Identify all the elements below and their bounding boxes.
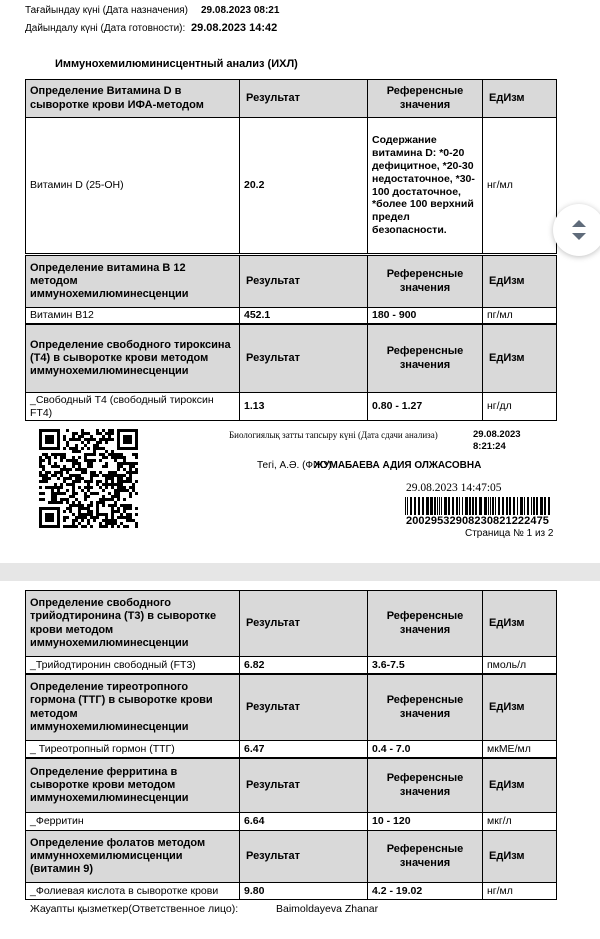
sample-time: 8:21:24 [473,441,506,452]
test-name: Витамин D (25-OH) [26,118,240,254]
result-column-header: Результат [240,759,368,813]
sample-date: 29.08.2023 [473,429,521,440]
responsible-label: Жауапты қызметкер(Ответственное лицо): [30,903,239,915]
section-title: Иммунохемилюминисцентный анализ (ИХЛ) [55,58,298,70]
responsible-name: Baimoldayeva Zhanar [276,903,379,915]
reference-column-header: Референсные значения [368,675,483,741]
scroll-up-down-icon [553,204,600,256]
unit-column-header: ЕдИзм [483,675,557,741]
test-name: _ Тиреотропный гормон (ТТГ) [26,741,240,758]
test-result: 6.47 [240,741,368,758]
test-result: 6.64 [240,813,368,831]
result-column-header: Результат [240,675,368,741]
result-column-header: Результат [240,256,368,308]
reference-column-header: Референсные значения [368,256,483,308]
result-column-header: Результат [240,591,368,657]
unit-column-header: ЕдИзм [483,831,557,883]
t4-table [25,324,557,421]
table-row [26,657,557,674]
test-result: 9.80 [240,883,368,900]
reference-column-header: Референсные значения [368,759,483,813]
table-row [26,393,557,421]
assigned-date-value: 29.08.2023 08:21 [201,5,280,16]
table-heading: Определение свободного трийодтиронина (Т3) в сыворотке крови методом иммунохемилюминесценции [26,591,240,657]
print-datetime: 29.08.2023 14:47:05 [406,482,502,494]
ferritin-table [25,758,557,831]
tsh-table [25,674,557,758]
folate-table [25,830,557,900]
test-result: 1.13 [240,393,368,421]
test-reference: 4.2 - 19.02 [368,883,483,900]
ready-date-row [25,22,278,34]
test-unit: нг/мл [483,118,557,254]
test-name: _Свободный Т4 (свободный тироксин FT4) [26,393,240,421]
test-reference: 0.80 - 1.27 [368,393,483,421]
table-heading: Определение тиреотропного гормона (ТТГ) в сыворотке крови методом иммунохемилюминесценции [26,675,240,741]
test-unit: мкМЕ/мл [483,741,557,758]
assigned-date-label: Тағайындау күні (Дата назначения) [25,5,188,16]
page-separator [0,563,600,581]
unit-column-header: ЕдИзм [483,325,557,393]
test-unit: нг/дл [483,393,557,421]
result-column-header: Результат [240,831,368,883]
test-reference: 180 - 900 [368,308,483,324]
table-heading: Определение ферритина в сыворотке крови методом иммунохемилюминесценции [26,759,240,813]
unit-column-header: ЕдИзм [483,80,557,118]
test-unit: нг/мл [483,883,557,900]
vitamin-d-table [25,79,557,254]
table-row [26,883,557,900]
test-reference: 3.6-7.5 [368,657,483,674]
unit-column-header: ЕдИзм [483,256,557,308]
vitamin-b12-table [25,255,557,324]
table-heading: Определение фолатов методом иммуннохемилюмисценции (витамин 9) [26,831,240,883]
result-column-header: Результат [240,325,368,393]
table-row [26,118,557,254]
test-unit: пг/мл [483,308,557,324]
qr-code [39,429,138,528]
test-name: _Фолиевая кислота в сыворотке крови [26,883,240,900]
scroll-button[interactable] [553,204,600,256]
reference-column-header: Референсные значения [368,831,483,883]
test-name: _Трийодтиронин свободный (FT3) [26,657,240,674]
reference-column-header: Референсные значения [368,591,483,657]
test-name: Витамин В12 [26,308,240,324]
test-name: _Ферритин [26,813,240,831]
barcode-number: 20029532908230821222475 [406,515,550,527]
page-number: Страница № 1 из 2 [465,528,554,539]
test-result: 20.2 [240,118,368,254]
test-unit: пмоль/л [483,657,557,674]
reference-column-header: Референсные значения [368,80,483,118]
test-unit: мкг/л [483,813,557,831]
table-heading: Определение свободного тироксина (Т4) в сыворотке крови методом иммунохемилюминесценции [26,325,240,393]
t3-table [25,590,557,674]
unit-column-header: ЕдИзм [483,591,557,657]
test-reference: 10 - 120 [368,813,483,831]
sample-date-label: Биологиялық затты тапсыру күні (Дата сдачи анализа) [229,430,438,440]
table-heading: Определение Витамина D в сыворотке крови ИФА-методом [26,80,240,118]
test-result: 6.82 [240,657,368,674]
table-row [26,813,557,831]
assigned-date-row [25,5,280,16]
unit-column-header: ЕдИзм [483,759,557,813]
ready-date-value: 29.08.2023 14:42 [191,22,278,34]
ready-date-label: Дайындалу күні (Дата готовности): [25,23,186,34]
result-column-header: Результат [240,80,368,118]
barcode [405,497,553,515]
table-row [26,308,557,324]
table-heading: Определение витамина В 12 методом иммунохемилюминесценции [26,256,240,308]
test-reference: 0.4 - 7.0 [368,741,483,758]
reference-column-header: Референсные значения [368,325,483,393]
table-row [26,741,557,758]
patient-label: Тегі, А.Ә. (ФИО) [257,460,332,471]
patient-name: ЖУМАБАЕВА АДИЯ ОЛЖАСОВНА [314,460,482,471]
test-result: 452.1 [240,308,368,324]
test-reference: Содержание витамина D: *0-20 дефицитное, *20-30 недостаточное, *30-100 достаточное, *более 100 верхний предел безопасности. [368,118,483,254]
